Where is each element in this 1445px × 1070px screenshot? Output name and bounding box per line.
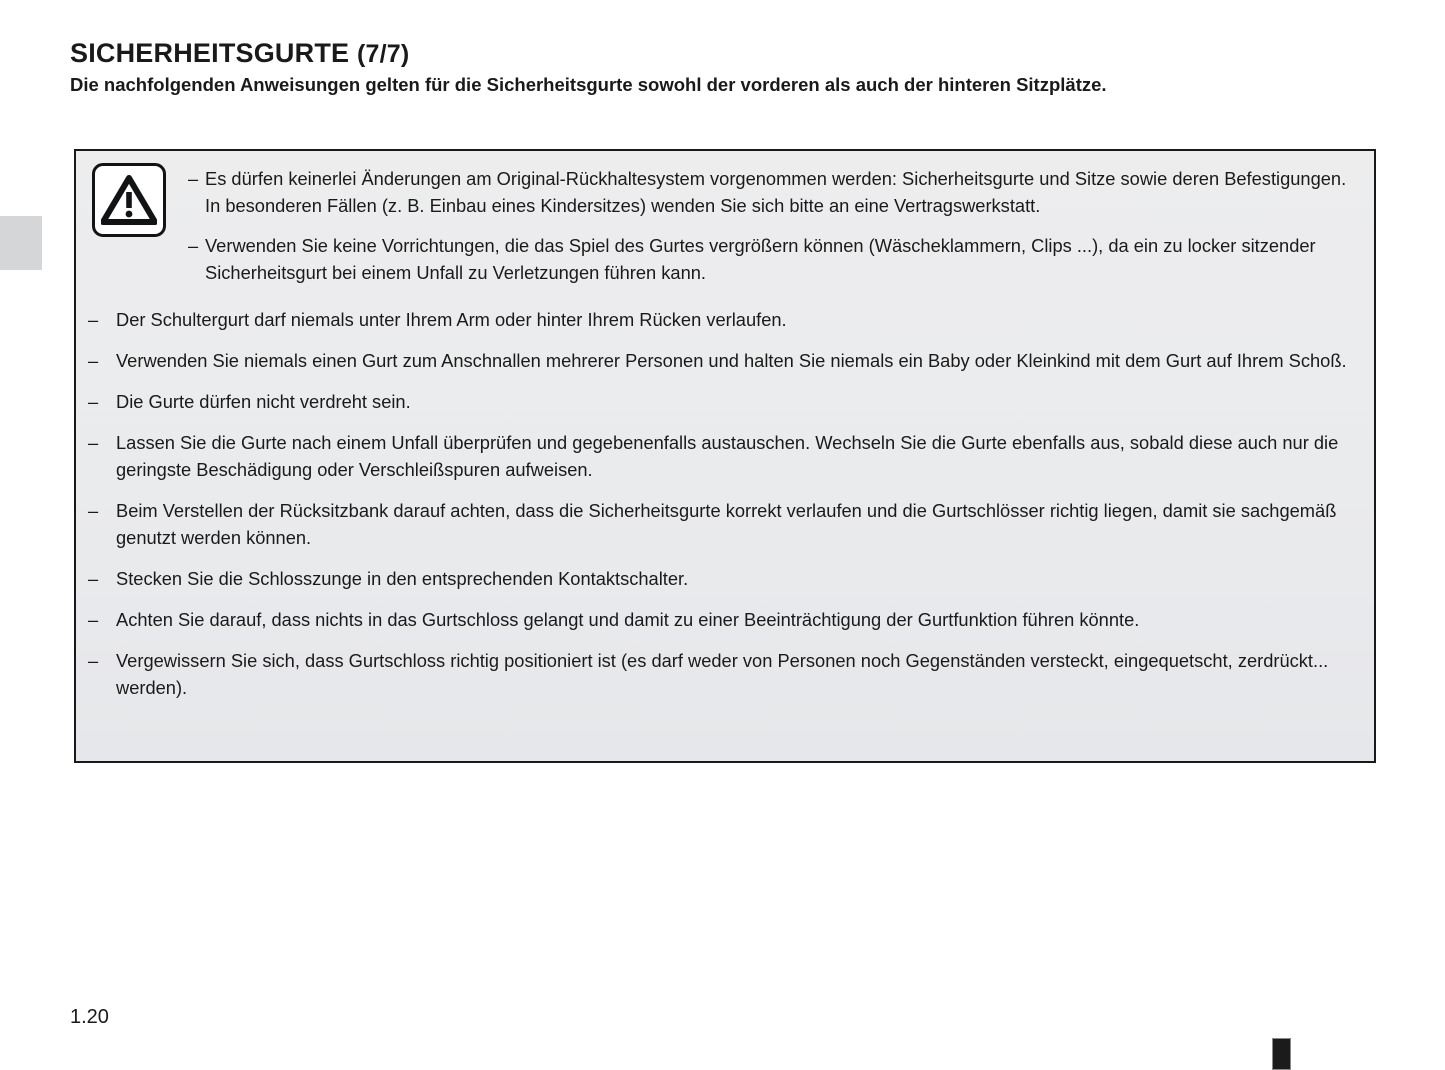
page-subtitle: Die nachfolgenden Anweisungen gelten für die Sicherheitsgurte sowohl der vorderen als auch der hinteren Sitzplätze. (70, 74, 1107, 95)
list-item-text: Vergewissern Sie sich, dass Gurtschloss richtig positioniert ist (es darf weder von Personen noch Gegenständen versteckt, eingequetscht, zerdrückt... werden). (116, 650, 1329, 698)
safety-instructions-box (74, 149, 1376, 763)
list-item (88, 347, 1360, 374)
dash-marker: – (88, 568, 99, 589)
dash-marker: – (88, 650, 99, 671)
chapter-edge-tab (0, 216, 42, 270)
list-item-text: Beim Verstellen der Rücksitzbank darauf achten, dass die Sicherheitsgurte korrekt verlaufen und die Gurtschlösser richtig liegen, damit sie sachgemäß genutzt werden können. (116, 500, 1337, 548)
instruction-list (88, 306, 1360, 701)
dash-marker: – (88, 500, 99, 521)
list-item (88, 606, 1360, 633)
dash-marker: – (88, 391, 99, 412)
warning-triangle-icon (92, 163, 166, 237)
warning-paragraph (188, 165, 1360, 219)
list-item (88, 647, 1360, 701)
list-item (88, 565, 1360, 592)
list-item-text: Der Schultergurt darf niemals unter Ihrem Arm oder hinter Ihrem Rücken verlaufen. (116, 309, 787, 330)
page-title-text: SICHERHEITSGURTE (70, 38, 350, 69)
list-item (88, 429, 1360, 483)
dash-marker: – (188, 168, 199, 189)
dash-marker: – (88, 350, 99, 371)
list-item-text: Lassen Sie die Gurte nach einem Unfall überprüfen und gegebenenfalls austauschen. Wechseln Sie die Gurte ebenfalls aus, sobald diese auch nur die geringste Beschädigung oder Verschleißspuren aufweisen. (116, 432, 1339, 480)
list-item (88, 497, 1360, 551)
warning-paragraph-text: Es dürfen keinerlei Änderungen am Original-Rückhaltesystem vorgenommen werden: Sicherheitsgurte und Sitze sowie deren Befestigungen. In besonderen Fällen (z. B. Einbau eines Kindersitzes) wenden Sie sich bitte an eine Vertragswerkstatt. (205, 168, 1347, 216)
page-title (70, 38, 409, 69)
list-item-text: Verwenden Sie niemals einen Gurt zum Anschnallen mehrerer Personen und halten Sie niemals ein Baby oder Kleinkind mit dem Gurt auf Ihrem Schoß. (116, 350, 1347, 371)
list-item (88, 388, 1360, 415)
warning-paragraph (188, 232, 1360, 286)
dash-marker: – (188, 235, 199, 256)
dash-marker: – (88, 609, 99, 630)
page-title-count: (7/7) (356, 40, 410, 69)
corner-tab-marker (1272, 1038, 1291, 1070)
warning-block (76, 151, 1374, 286)
warning-paragraph-list (188, 163, 1360, 286)
list-item-text: Stecken Sie die Schlosszunge in den entsprechenden Kontaktschalter. (116, 568, 689, 589)
list-item-text: Achten Sie darauf, dass nichts in das Gurtschloss gelangt und damit zu einer Beeinträchtigung der Gurtfunktion führen könnte. (116, 609, 1140, 630)
dash-marker: – (88, 309, 99, 330)
list-item-text: Die Gurte dürfen nicht verdreht sein. (116, 391, 411, 412)
list-item (88, 306, 1360, 333)
page-number: 1.20 (70, 1006, 109, 1028)
dash-marker: – (88, 432, 99, 453)
warning-paragraph-text: Verwenden Sie keine Vorrichtungen, die das Spiel des Gurtes vergrößern können (Wäscheklammern, Clips ...), da ein zu locker sitzender Sicherheitsgurt bei einem Unfall zu Verletzungen führen kann. (205, 235, 1316, 283)
